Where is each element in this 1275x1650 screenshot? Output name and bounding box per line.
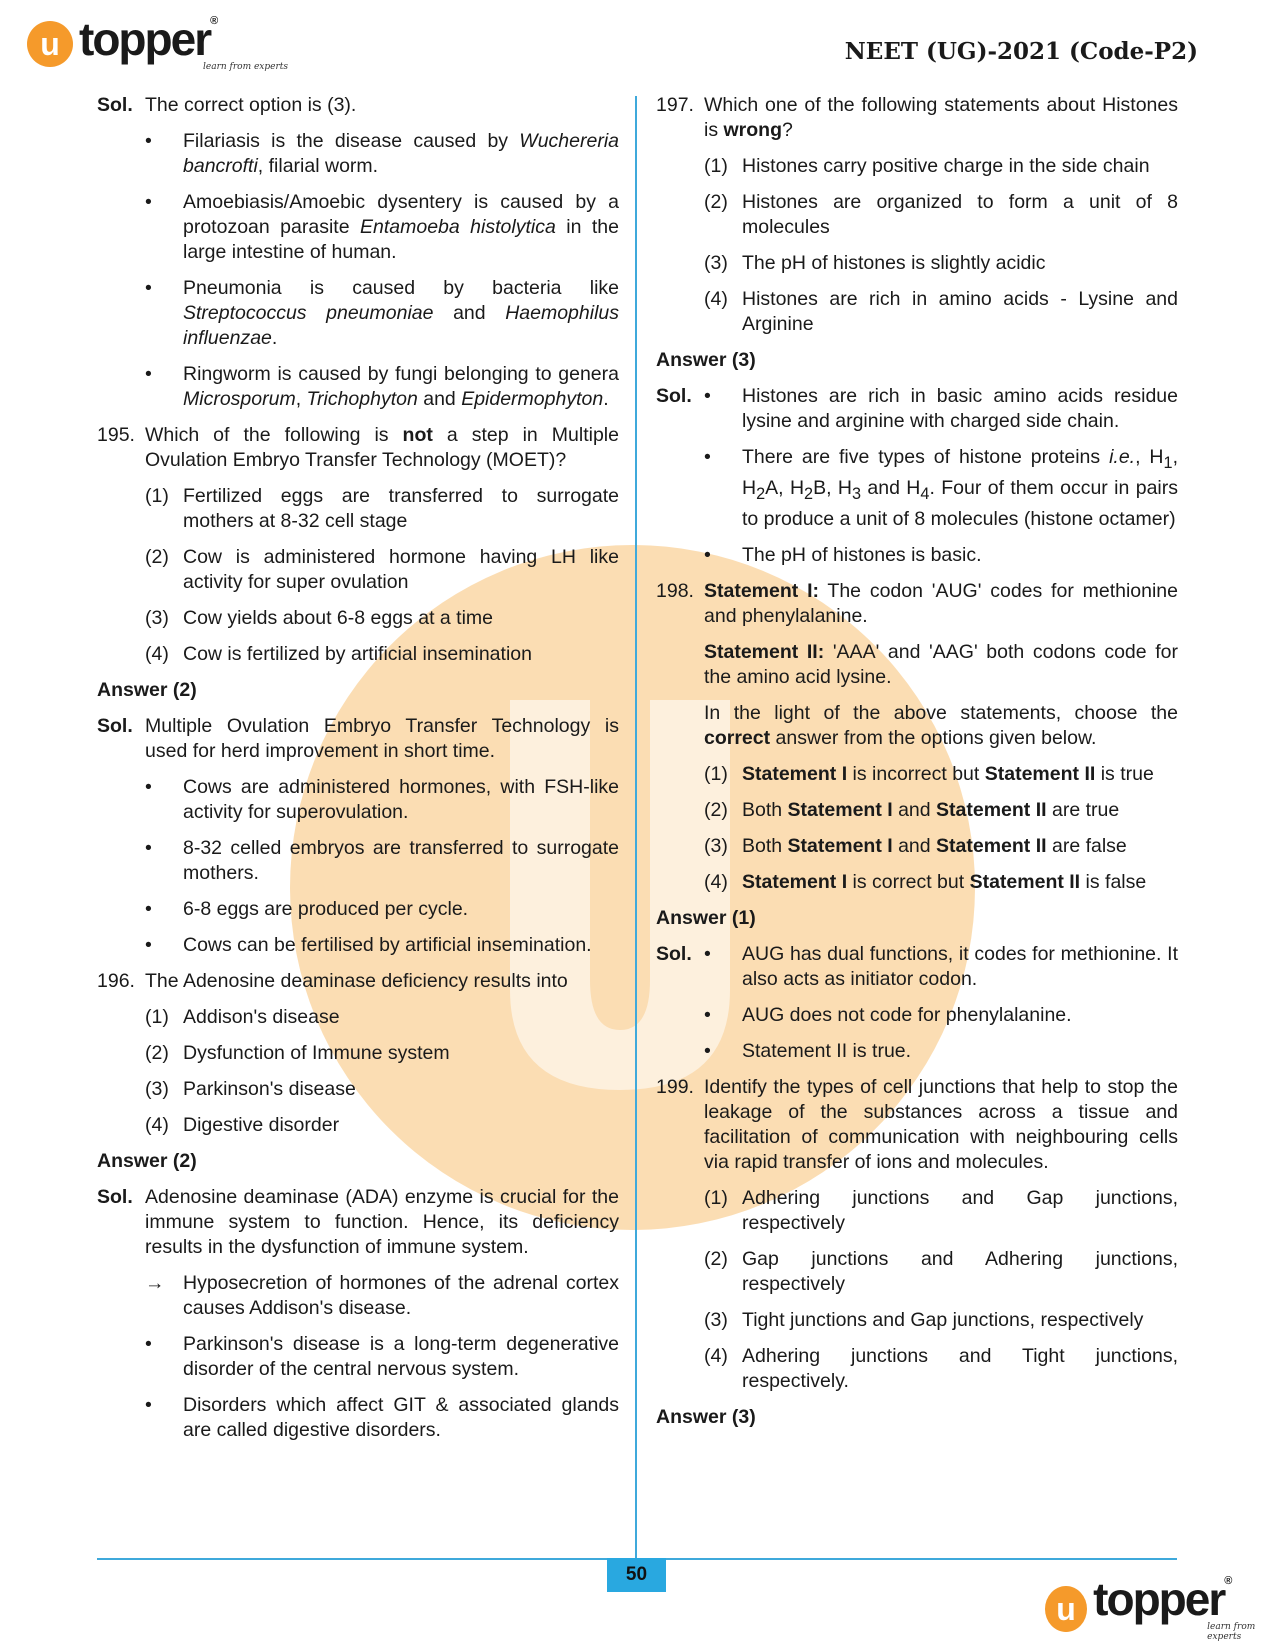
option-197-1[interactable]: (1) Histones carry positive charge in the side chain — [704, 155, 1150, 177]
bullet-196-2: • Disorders which affect GIT & associated glands are called digestive disorders. — [145, 1394, 619, 1441]
column-divider — [635, 96, 637, 1558]
solution-197-bullet-3: • The pH of histones is basic. — [704, 543, 982, 566]
solution-197-bullet-2: • There are five types of histone proteins i.e., $H_1$, $H_2A$, $H_2B$, $H_3$ and $H_4$. Four of them occur in pairs to produce a unit of 8 molecules (histone octamer) — [704, 446, 1178, 530]
question-198-instruction: In the light of the above statements, choose the correct answer from the options given below. — [704, 701, 1178, 749]
answer-199: Answer (3) — [656, 1405, 756, 1428]
bullet-194-1: • Filariasis is the disease caused by Wuchereria bancrofti, filarial worm. — [145, 130, 619, 177]
exam-title: NEET (UG)-2021 (Code-P2) — [844, 38, 1198, 65]
question-199: 199. Identify the types of cell junctions that help to stop the leakage of the substances across a tissue and facilitation of communication with neighbouring cells via rapid transfer of ions and molecules. — [656, 1075, 1178, 1173]
option-199-2[interactable]: (2) Gap junctions and Adhering junctions, respectively — [704, 1247, 1178, 1295]
solution-198-bullet-2: • AUG does not code for phenylalanine. — [704, 1003, 1072, 1026]
page-number: 50 — [607, 1558, 666, 1592]
question-195: 195. Which of the following is not a step in Multiple Ovulation Embryo Transfer Technology (MOET)? — [97, 424, 619, 471]
bullet-194-3: • Pneumonia is caused by bacteria like Streptococcus pneumoniae and Haemophilus influenzae. — [145, 277, 619, 349]
option-198-1[interactable]: (1) Statement I is incorrect but Statement II is true — [704, 762, 1154, 785]
right-column — [656, 93, 1178, 1441]
footer-logo-u-icon: u — [1045, 1586, 1087, 1632]
bullet-195-4: • Cows can be fertilised by artificial insemination. — [145, 934, 592, 956]
option-198-4[interactable]: (4) Statement I is correct but Statement II is false — [704, 870, 1147, 893]
logo-u-icon: u — [27, 21, 73, 67]
logo-tagline: learn from experts — [203, 62, 289, 72]
footer-logo-wordmark: topper® — [1093, 1573, 1231, 1625]
question-198-statement-1: 198. Statement I: The codon 'AUG' codes for methionine and phenylalanine. — [656, 579, 1178, 627]
option-199-4[interactable]: (4) Adhering junctions and Tight junctions, respectively. — [704, 1344, 1178, 1392]
solution-198-bullet-3: • Statement II is true. — [704, 1039, 912, 1062]
option-196-4[interactable]: (4) Digestive disorder — [145, 1114, 340, 1136]
option-197-4[interactable]: (4) Histones are rich in amino acids - Lysine and Arginine — [704, 288, 1178, 335]
footer-logo — [1045, 1573, 1275, 1642]
left-column — [97, 93, 619, 1454]
bullet-194-2: • Amoebiasis/Amoebic dysentery is caused by a protozoan parasite Entamoeba histolytica in the large intestine of human. — [145, 191, 619, 263]
option-198-3[interactable]: (3) Both Statement I and Statement II are false — [704, 834, 1127, 857]
option-195-4[interactable]: (4) Cow is fertilized by artificial insemination — [145, 643, 532, 665]
footer-logo-tagline: learn from experts — [1207, 1622, 1256, 1642]
option-195-3[interactable]: (3) Cow yields about 6-8 eggs at a time — [145, 607, 494, 629]
solution-197-bullet-1: Sol. • Histones are rich in basic amino acids residue lysine and arginine with charged side chain. — [656, 385, 1178, 432]
bullet-195-1: • Cows are administered hormones, with FSH-like activity for superovulation. — [145, 776, 619, 823]
question-196: 196. The Adenosine deaminase deficiency results into — [97, 970, 568, 992]
option-196-1[interactable]: (1) Addison's disease — [145, 1006, 340, 1028]
option-195-1[interactable]: (1) Fertilized eggs are transferred to surrogate mothers at 8-32 cell stage — [145, 485, 619, 532]
bullet-195-2: • 8-32 celled embryos are transferred to surrogate mothers. — [145, 837, 619, 884]
option-196-3[interactable]: (3) Parkinson's disease — [145, 1078, 356, 1100]
solution-194: Sol. The correct option is (3). — [97, 94, 357, 116]
answer-195: Answer (2) — [97, 679, 197, 701]
solution-195: Sol. Multiple Ovulation Embryo Transfer Technology is used for herd improvement in short time. — [97, 715, 619, 762]
arrow-point-196: → Hyposecretion of hormones of the adrenal cortex causes Addison's disease. — [145, 1272, 619, 1319]
option-197-3[interactable]: (3) The pH of histones is slightly acidic — [704, 252, 1046, 274]
option-196-2[interactable]: (2) Dysfunction of Immune system — [145, 1042, 450, 1064]
answer-197: Answer (3) — [656, 349, 756, 371]
bullet-194-4: • Ringworm is caused by fungi belonging to genera Microsporum, Trichophyton and Epidermophyton. — [145, 363, 619, 410]
option-195-2[interactable]: (2) Cow is administered hormone having LH like activity for super ovulation — [145, 546, 619, 593]
answer-198: Answer (1) — [656, 906, 756, 929]
header-logo — [27, 13, 289, 72]
logo-wordmark: topper® — [79, 13, 217, 65]
arrow-icon: → — [145, 1272, 165, 1294]
bullet-196-1: • Parkinson's disease is a long-term degenerative disorder of the central nervous system. — [145, 1333, 619, 1380]
option-199-3[interactable]: (3) Tight junctions and Gap junctions, respectively — [704, 1308, 1144, 1331]
option-198-2[interactable]: (2) Both Statement I and Statement II are true — [704, 798, 1120, 821]
question-197: 197. Which one of the following statements about Histones is wrong? — [656, 94, 1178, 141]
solution-196: Sol. Adenosine deaminase (ADA) enzyme is crucial for the immune system to function. Hence, its deficiency results in the dysfunction of immune system. — [97, 1186, 619, 1258]
option-197-2[interactable]: (2) Histones are organized to form a unit of 8 molecules — [704, 191, 1178, 238]
question-198-statement-2: Statement II: 'AAA' and 'AAG' both codons code for the amino acid lysine. — [704, 640, 1178, 688]
answer-196: Answer (2) — [97, 1150, 197, 1172]
option-199-1[interactable]: (1) Adhering junctions and Gap junctions, respectively — [704, 1186, 1178, 1234]
solution-198-bullet-1: Sol. • AUG has dual functions, it codes for methionine. It also acts as initiator codon. — [656, 942, 1178, 990]
bullet-195-3: • 6-8 eggs are produced per cycle. — [145, 898, 469, 920]
